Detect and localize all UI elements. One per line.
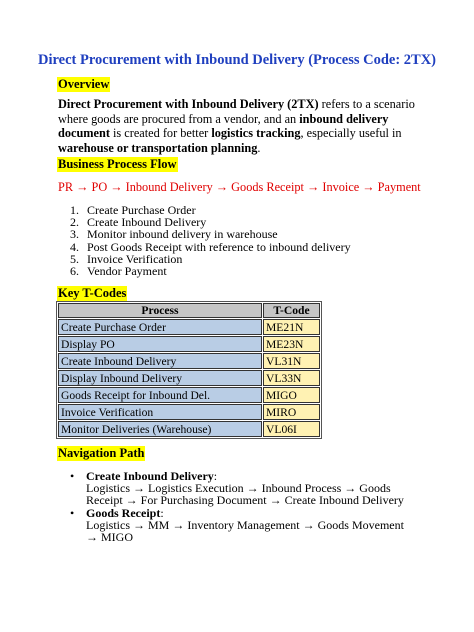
table-row — [58, 319, 320, 335]
list-item — [70, 507, 410, 544]
table-row — [58, 353, 320, 369]
overview-text-c: , especially useful in — [300, 126, 402, 141]
table-row — [58, 370, 320, 386]
step-text: Vendor Payment — [87, 264, 167, 279]
overview-term-3: logistics tracking — [211, 126, 301, 141]
step-number: 1. — [70, 203, 79, 217]
process-cell: Monitor Deliveries (Warehouse) — [58, 421, 262, 437]
tcode-cell: VL33N — [263, 370, 320, 386]
step-number: 2. — [70, 215, 79, 230]
business-flow-heading: Business Process Flow — [58, 157, 177, 171]
nav-item-colon: : — [213, 469, 218, 483]
process-steps-list — [70, 204, 351, 277]
process-cell: Create Purchase Order — [58, 319, 262, 335]
overview-text-b: is created for better — [109, 126, 212, 141]
nav-item-colon: : — [160, 505, 164, 520]
table-row — [58, 387, 320, 403]
overview-paragraph — [58, 97, 428, 155]
overview-term-4: warehouse or transportation planning — [58, 140, 258, 155]
process-cell: Create Inbound Delivery — [58, 353, 262, 369]
list-item — [70, 470, 410, 507]
navigation-list — [70, 470, 410, 543]
bullet-icon: • — [70, 505, 75, 520]
overview-text-a: refers to a scenario where goods are procured from a vendor, and an — [58, 97, 415, 126]
nav-path-text: Logistics → Logistics Execution → Inbound Process → Goods Receipt → For Purchasing Document → Create Inbound Delivery — [86, 481, 404, 508]
process-cell: Display PO — [58, 336, 262, 352]
process-cell: Display Inbound Delivery — [58, 370, 262, 386]
table-row — [58, 404, 320, 420]
tcode-cell: ME23N — [263, 336, 320, 352]
process-cell: Invoice Verification — [58, 404, 262, 420]
column-header-tcode: T-Code — [263, 303, 320, 318]
column-header-process: Process — [58, 303, 262, 318]
step-number: 4. — [70, 239, 79, 254]
step-text: Create Inbound Delivery — [87, 215, 207, 230]
overview-text-d: . — [257, 140, 261, 155]
table-row — [58, 336, 320, 352]
nav-item-label: Create Inbound Delivery — [86, 469, 214, 483]
overview-term: Direct Procurement with Inbound Delivery (2TX) — [58, 97, 319, 111]
document-title: Direct Procurement with Inbound Delivery (Process Code: 2TX) — [37, 52, 437, 68]
tcode-cell: VL06I — [263, 421, 320, 437]
tcode-cell: MIRO — [263, 404, 320, 420]
step-text: Create Purchase Order — [87, 203, 196, 217]
step-number: 6. — [70, 264, 79, 279]
nav-item-label: Goods Receipt — [86, 505, 161, 520]
table-row — [58, 421, 320, 437]
step-text: Invoice Verification — [87, 251, 183, 266]
step-number: 3. — [70, 227, 79, 242]
tcode-table — [56, 301, 322, 439]
nav-path-text: Logistics → MM → Inventory Management → Goods Movement → MIGO — [86, 517, 404, 545]
step-text: Monitor inbound delivery in warehouse — [87, 227, 278, 242]
list-item — [70, 265, 351, 277]
tcode-cell: ME21N — [263, 319, 320, 335]
process-flow-line: PR → PO → Inbound Delivery → Goods Receipt → Invoice → Payment — [58, 180, 421, 194]
overview-term-2: inbound delivery document — [58, 111, 389, 141]
tcode-cell: MIGO — [263, 387, 320, 403]
tcodes-heading: Key T-Codes — [58, 286, 127, 300]
tcode-cell: VL31N — [263, 353, 320, 369]
step-text: Post Goods Receipt with reference to inbound delivery — [87, 239, 351, 254]
navigation-heading: Navigation Path — [58, 446, 145, 460]
overview-heading: Overview — [58, 77, 110, 91]
process-cell: Goods Receipt for Inbound Del. — [58, 387, 262, 403]
step-number: 5. — [70, 251, 79, 266]
bullet-icon: • — [70, 469, 75, 483]
table-header-row — [58, 303, 320, 318]
